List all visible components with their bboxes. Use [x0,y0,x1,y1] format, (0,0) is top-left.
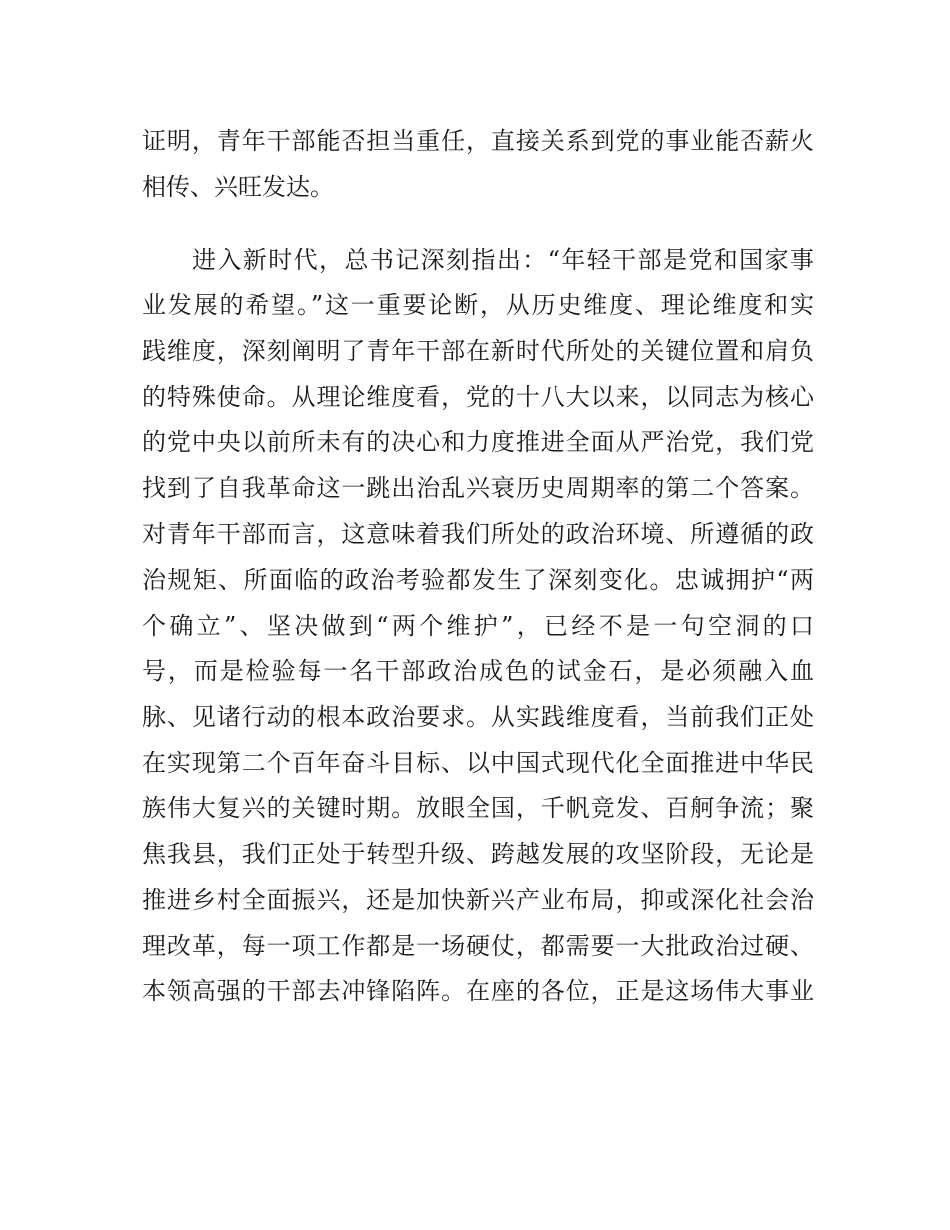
text-line [142,1063,814,1103]
text-line: 进入新时代，总书记深刻指出：“年轻干部是党和国家事 [192,246,814,274]
text-line: 脉、见诸行动的根本政治要求。从实践维度看，当前我们正处 [142,703,814,731]
text-line: 践维度，深刻阐明了青年干部在新时代所处的关键位置和肩负 [142,337,814,365]
text-line [142,1017,814,1057]
text-line: 对青年干部而言，这意味着我们所处的政治环境、所遵循的政 [142,520,814,548]
text-line: 找到了自我革命这一跳出治乱兴衰历史周期率的第二个答案。 [142,474,814,502]
text-line: 本领高强的干部去冲锋陷阵。在座的各位，正是这场伟大事业 [142,977,814,1005]
text-line: 业发展的希望。”这一重要论断，从历史维度、理论维度和实 [142,291,814,319]
text-line: 在实现第二个百年奋斗目标、以中国式现代化全面推进中华民 [142,749,814,777]
text-line: 推进乡村全面振兴，还是加快新兴产业布局，抑或深化社会治 [142,886,814,914]
text-line: 的特殊使命。从理论维度看，党的十八大以来，以同志为核心 [142,383,814,411]
text-line: 治规矩、所面临的政治考验都发生了深刻变化。忠诚拥护“两 [142,566,814,594]
text-line: 证明，青年干部能否担当重任，直接关系到党的事业能否薪火 [142,127,814,155]
text-line: 的党中央以前所未有的决心和力度推进全面从严治党，我们党 [142,428,814,456]
text-line: 焦我县，我们正处于转型升级、跨越发展的攻坚阶段，无论是 [142,840,814,868]
text-line: 相传、兴旺发达。 [142,173,334,201]
text-line: 号，而是检验每一名干部政治成色的试金石，是必须融入血 [142,657,814,685]
text-line: 个确立”、坚决做到“两个维护”，已经不是一句空洞的口 [142,612,814,640]
text-line: 理改革，每一项工作都是一场硬仗，都需要一大批政治过硬、 [142,932,814,960]
text-line: 族伟大复兴的关键时期。放眼全国，千帆竞发、百舸争流；聚 [142,794,814,822]
